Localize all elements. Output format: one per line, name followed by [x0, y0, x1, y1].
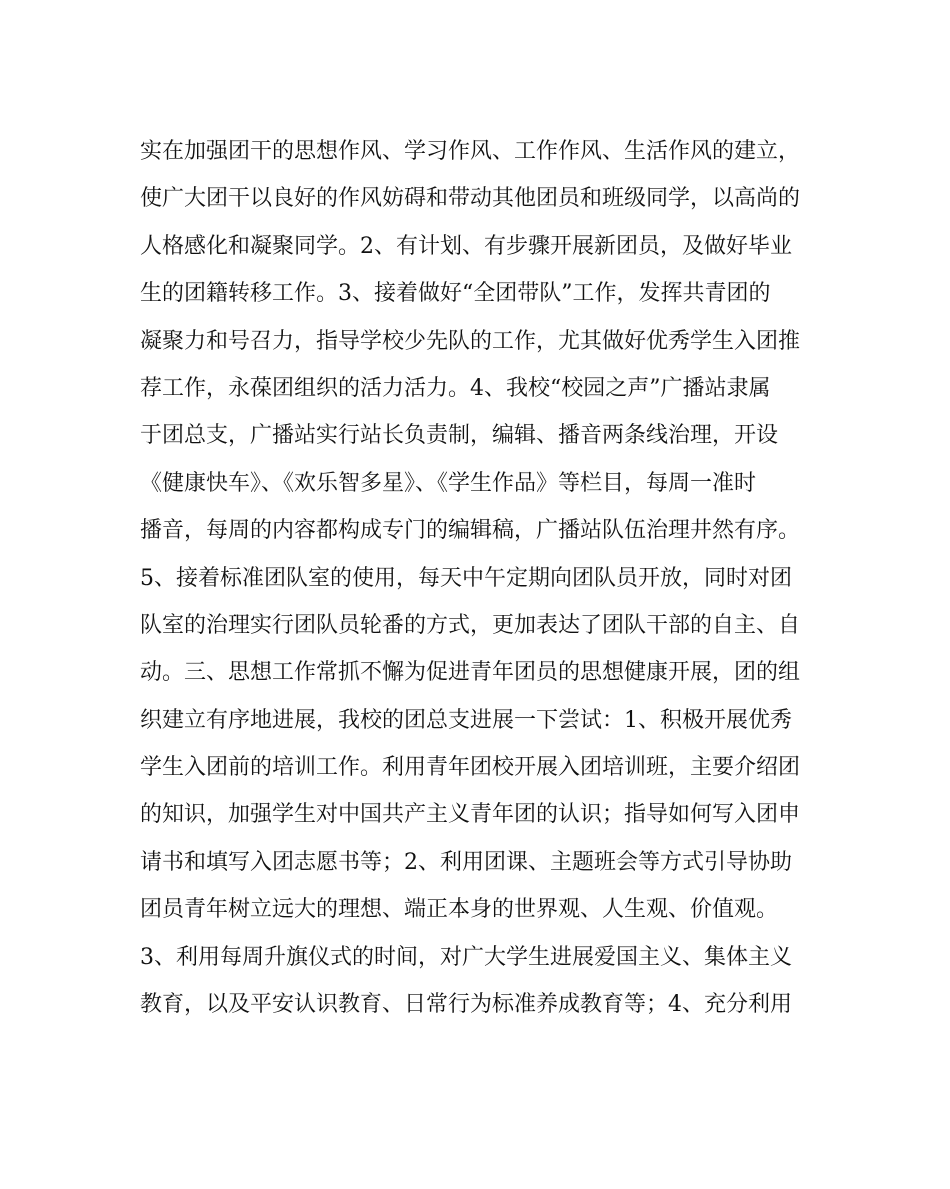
text-line: 于团总支，广播站实行站长负责制，编辑、播音两条线治理，开设: [140, 423, 779, 449]
text-line: 请书和填写入团志愿书等；2、利用团课、主题班会等方式引导协助: [140, 849, 792, 875]
text-line: 《健康快车》、《欢乐智多星》、《学生作品》等栏目，每周一准时: [140, 470, 757, 496]
text-line: 使广大团干以良好的作风妨碍和带动其他团员和班级同学，以高尚的: [140, 186, 801, 212]
body-text: [140, 128, 810, 1028]
text-line: 凝聚力和号召力，指导学校少先队的工作，尤其做好优秀学生入团推: [140, 328, 801, 354]
text-line: 5、接着标准团队室的使用，每天中午定期向团队员开放，同时对团: [140, 565, 792, 591]
text-line: 队室的治理实行团队员轮番的方式，更加表达了团队干部的自主、自: [140, 612, 801, 638]
text-line: 织建立有序地进展，我校的团总支进展一下尝试：1、积极开展优秀: [140, 707, 792, 733]
text-line: 荐工作，永葆团组织的活力活力。4、我校“校园之声”广播站隶属: [140, 375, 771, 401]
text-line: 团员青年树立远大的理想、端正本身的世界观、人生观、价值观。: [140, 897, 779, 923]
text-line: 实在加强团干的思想作风、学习作风、工作作风、生活作风的建立，: [140, 139, 801, 164]
text-line: 3、利用每周升旗仪式的时间，对广大学生进展爱国主义、集体主义: [140, 944, 792, 970]
text-line: 人格感化和凝聚同学。2、有计划、有步骤开展新团员，及做好毕业: [140, 233, 792, 259]
text-line: 的知识，加强学生对中国共产主义青年团的认识；指导如何写入团申: [140, 802, 801, 828]
text-line: 生的团籍转移工作。3、接着做好“全团带队”工作，发挥共青团的: [140, 281, 771, 307]
text-line: 学生入团前的培训工作。利用青年团校开展入团培训班，主要介绍团: [140, 755, 801, 781]
text-line: 教育，以及平安认识教育、日常行为标准养成教育等；4、充分利用: [140, 992, 792, 1018]
text-line: 播音，每周的内容都构成专门的编辑稿，广播站队伍治理井然有序。: [140, 518, 801, 544]
text-line: 动。三、思想工作常抓不懈为促进青年团员的思想健康开展，团的组: [140, 660, 801, 686]
